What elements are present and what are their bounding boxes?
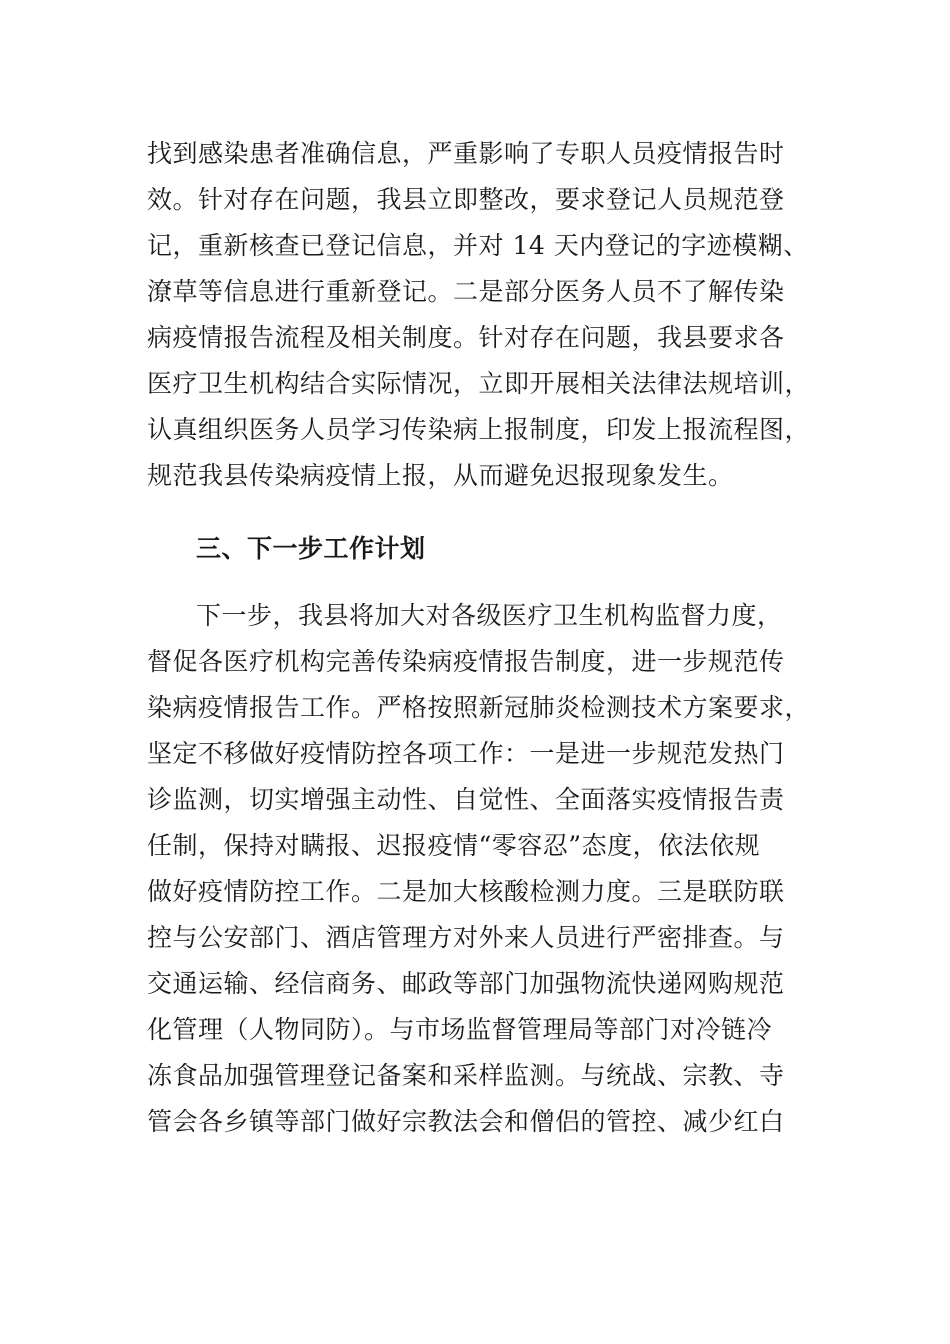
paragraph-line: 规范我县传染病疫情上报，从而避免迟报现象发生。 xyxy=(147,461,734,490)
paragraph-line: 任制，保持对瞒报、迟报疫情“零容忍”态度，依法依规 xyxy=(147,831,761,860)
paragraph-line: 交通运输、经信商务、邮政等部门加强物流快递网购规范 xyxy=(147,969,785,998)
paragraph-line: 记，重新核查已登记信息，并对 14 天内登记的字迹模糊、 xyxy=(147,231,809,260)
paragraph-line: 认真组织医务人员学习传染病上报制度，印发上报流程图， xyxy=(147,415,811,444)
paragraph-line: 做好疫情防控工作。二是加大核酸检测力度。三是联防联 xyxy=(147,877,785,906)
paragraph-line: 坚定不移做好疫情防控各项工作：一是进一步规范发热门 xyxy=(147,739,785,768)
section-heading: 三、下一步工作计划 xyxy=(196,534,426,563)
paragraph-line: 管会各乡镇等部门做好宗教法会和僧侣的管控、减少红白 xyxy=(147,1107,785,1136)
paragraph-line: 化管理（人物同防）。与市场监督管理局等部门对冷链冷 xyxy=(147,1015,773,1044)
paragraph-line: 医疗卫生机构结合实际情况，立即开展相关法律法规培训， xyxy=(147,369,811,398)
paragraph-line: 冻食品加强管理登记备案和采样监测。与统战、宗教、寺 xyxy=(147,1061,785,1090)
paragraph-line: 控与公安部门、酒店管理方对外来人员进行严密排查。与 xyxy=(147,923,785,952)
paragraph-line: 潦草等信息进行重新登记。二是部分医务人员不了解传染 xyxy=(147,277,785,306)
paragraph-line: 诊监测，切实增强主动性、自觉性、全面落实疫情报告责 xyxy=(147,785,785,814)
paragraph-line: 效。针对存在问题，我县立即整改，要求登记人员规范登 xyxy=(147,185,785,214)
paragraph-line: 找到感染患者准确信息，严重影响了专职人员疫情报告时 xyxy=(147,139,785,168)
paragraph-line: 下一步，我县将加大对各级医疗卫生机构监督力度， xyxy=(196,601,783,630)
paragraph-line: 染病疫情报告工作。严格按照新冠肺炎检测技术方案要求， xyxy=(147,693,811,722)
paragraph-line: 病疫情报告流程及相关制度。针对存在问题，我县要求各 xyxy=(147,323,785,352)
paragraph-line: 督促各医疗机构完善传染病疫情报告制度，进一步规范传 xyxy=(147,647,785,676)
